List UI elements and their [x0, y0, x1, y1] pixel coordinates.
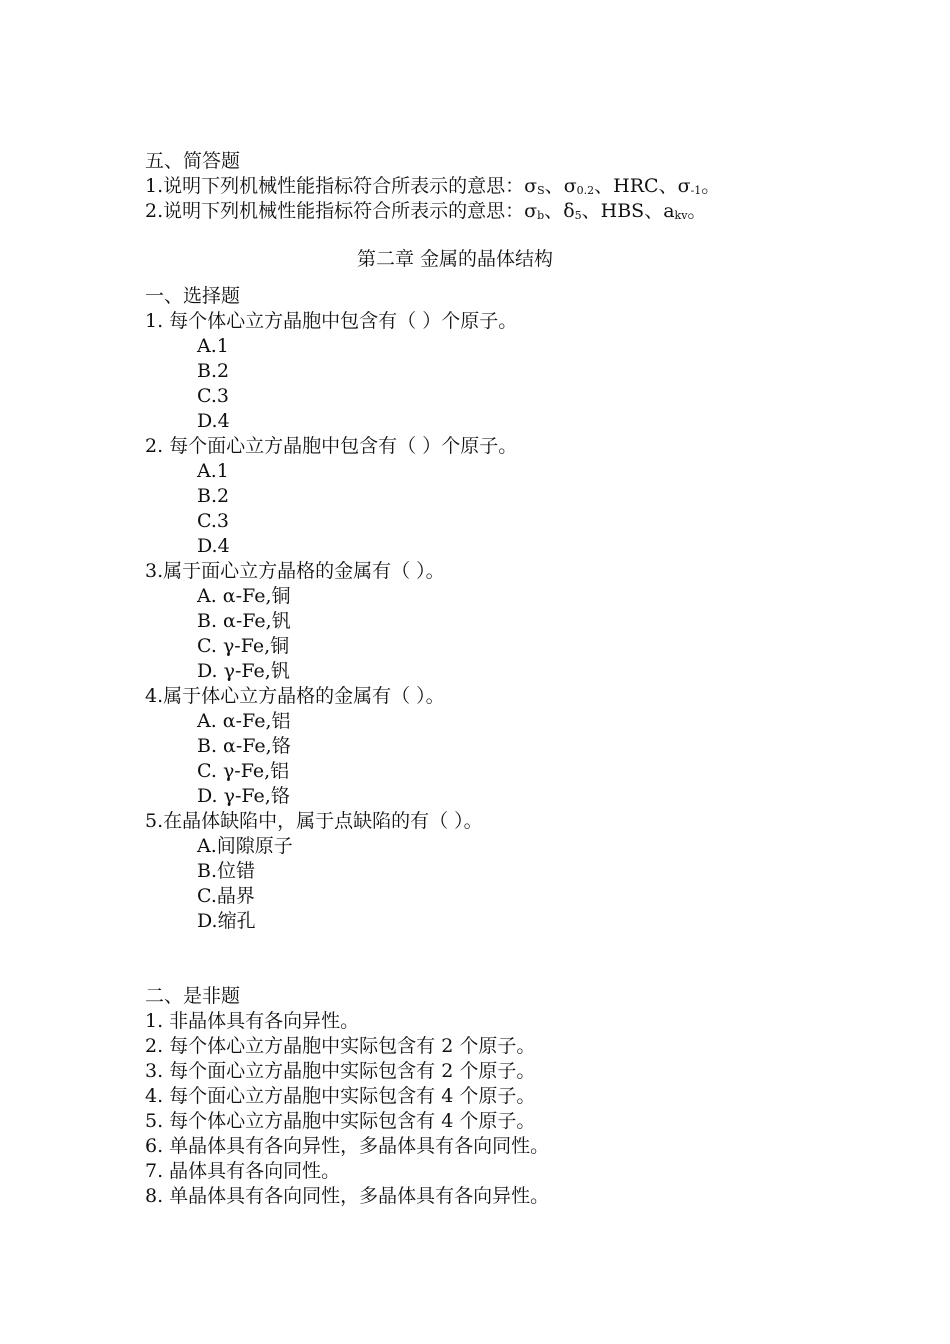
option: D. γ-Fe,钒	[197, 660, 290, 682]
option: B.位错	[197, 860, 256, 882]
option: B. α-Fe,钒	[197, 610, 291, 632]
section-heading-short-answer: 五、简答题	[145, 150, 241, 172]
q2-text: 2.说明下列机械性能指标符合所表示的意思：	[145, 200, 525, 222]
option: A.间隙原子	[197, 835, 293, 857]
option: C. γ-Fe,铝	[197, 760, 290, 782]
question-stem: 1. 每个体心立方晶胞中包含有（ ）个原子。	[145, 310, 518, 332]
true-false-item: 3. 每个面心立方晶胞中实际包含有 2 个原子。	[145, 1060, 536, 1082]
option: D.缩孔	[197, 910, 256, 932]
q1-sep1: 、	[544, 175, 564, 197]
option: A.1	[197, 335, 229, 357]
q2-sym2-sub: 5	[574, 209, 582, 222]
true-false-item: 5. 每个体心立方晶胞中实际包含有 4 个原子。	[145, 1110, 536, 1132]
true-false-item: 4. 每个面心立方晶胞中实际包含有 4 个原子。	[145, 1085, 536, 1107]
q1-sym2: σ	[563, 175, 577, 197]
choice-question	[145, 684, 825, 809]
q1-sym1: σ	[524, 175, 538, 197]
question-stem: 2. 每个面心立方晶胞中包含有（ ）个原子。	[145, 435, 518, 457]
option: B.2	[197, 360, 230, 382]
true-false-item: 8. 单晶体具有各向同性，多晶体具有各向异性。	[145, 1185, 550, 1207]
document-page	[145, 149, 825, 1209]
short-answer-q2	[145, 199, 825, 224]
option: D.4	[197, 410, 230, 432]
q1-text: 1.说明下列机械性能指标符合所表示的意思：	[145, 175, 525, 197]
section-spacer	[145, 934, 825, 984]
q2-sym3: a	[663, 200, 675, 222]
true-false-item: 6. 单晶体具有各向异性，多晶体具有各向同性。	[145, 1135, 550, 1157]
q2-sym3-sub: kv	[674, 209, 688, 222]
option: B. α-Fe,铬	[197, 735, 291, 757]
section-heading-choice: 一、选择题	[145, 285, 241, 307]
true-false-item: 7. 晶体具有各向同性。	[145, 1160, 341, 1182]
q2-sym1: σ	[524, 200, 538, 222]
choice-question	[145, 559, 825, 684]
short-answer-q1	[145, 174, 825, 199]
q2-sym2: δ	[563, 200, 575, 222]
option: D.4	[197, 535, 230, 557]
option: A.1	[197, 460, 229, 482]
option: C.3	[197, 510, 229, 532]
question-stem: 4.属于体心立方晶格的金属有（ ）。	[145, 685, 445, 707]
q1-end: 。	[701, 175, 721, 197]
choice-question	[145, 309, 825, 434]
question-stem: 5.在晶体缺陷中，属于点缺陷的有（ ）。	[145, 810, 483, 832]
choice-question	[145, 809, 825, 934]
choice-question	[145, 434, 825, 559]
q1-sym1-sub: S	[537, 184, 545, 197]
option: C.3	[197, 385, 229, 407]
option: A. α-Fe,铝	[197, 710, 291, 732]
option: A. α-Fe,铜	[197, 585, 291, 607]
q1-sep2: 、HRC、	[594, 175, 678, 197]
q2-sym1-sub: b	[537, 209, 545, 222]
section-heading-true-false: 二、是非题	[145, 985, 241, 1007]
q2-sep2: 、HBS、	[581, 200, 664, 222]
question-stem: 3.属于面心立方晶格的金属有（ ）。	[145, 560, 445, 582]
option: C. γ-Fe,铜	[197, 635, 290, 657]
q2-sep1: 、	[544, 200, 564, 222]
option: B.2	[197, 485, 230, 507]
true-false-item: 2. 每个体心立方晶胞中实际包含有 2 个原子。	[145, 1035, 536, 1057]
option: C.晶界	[197, 885, 255, 907]
q1-sym3-sub: -1	[690, 184, 702, 197]
q1-sym2-sub: 0.2	[576, 184, 595, 197]
true-false-item: 1. 非晶体具有各向异性。	[145, 1010, 360, 1032]
q2-end: 。	[687, 200, 707, 222]
option: D. γ-Fe,铬	[197, 785, 290, 807]
q1-sym3: σ	[677, 175, 691, 197]
chapter-title: 第二章 金属的晶体结构	[356, 248, 554, 270]
